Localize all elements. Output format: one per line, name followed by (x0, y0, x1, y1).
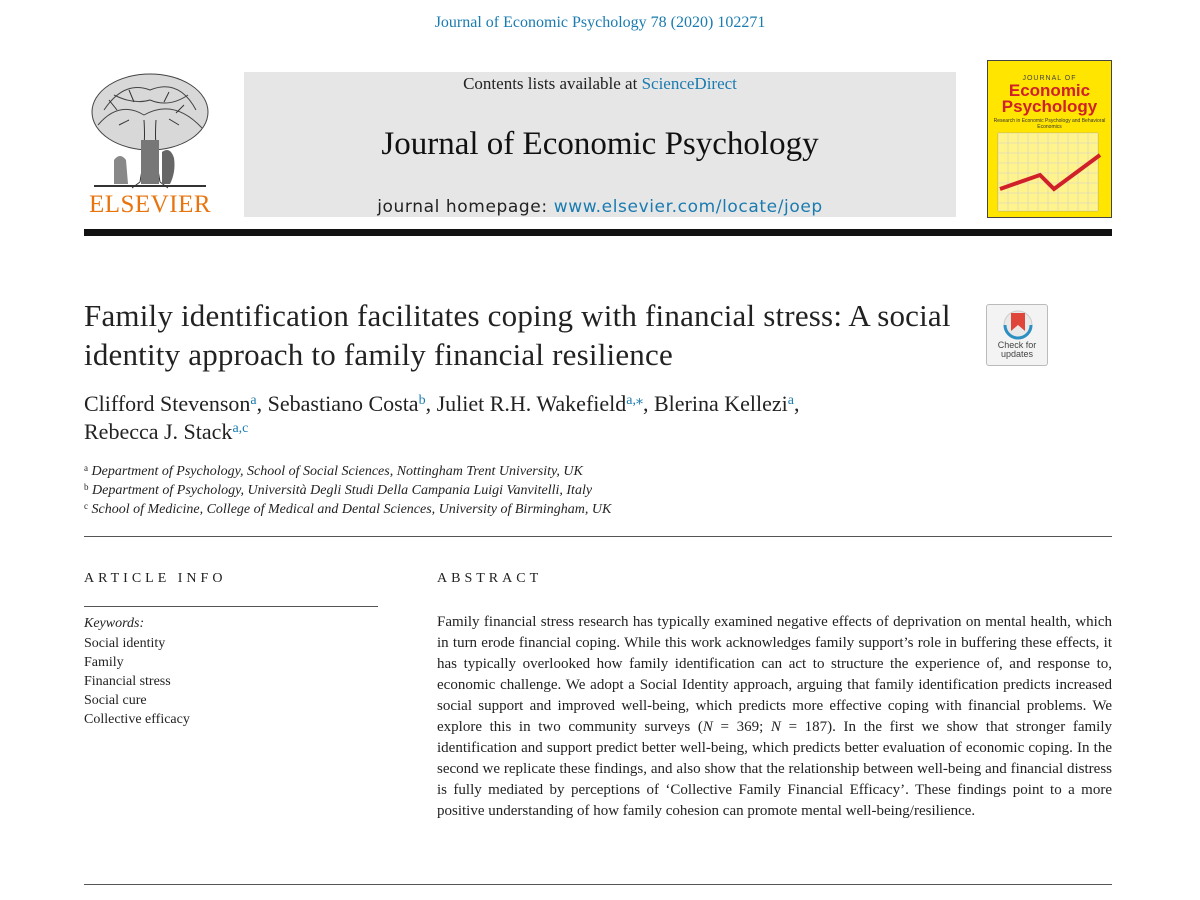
keyword-item[interactable]: Collective efficacy (84, 712, 190, 727)
keyword-item[interactable]: Financial stress (84, 674, 171, 689)
affiliation-item (84, 462, 984, 481)
journal-title: Journal of Economic Psychology (381, 126, 819, 162)
sciencedirect-link[interactable]: ScienceDirect (641, 74, 737, 93)
affiliation-text: Department of Psychology, School of Social Sciences, Nottingham Trent University, UK (91, 464, 583, 479)
article-info-heading: ARTICLE INFO (84, 571, 227, 586)
author-name: Sebastiano Costa (267, 391, 419, 416)
author-name: Juliet R.H. Wakefield (436, 391, 627, 416)
keywords-list (84, 634, 190, 729)
affiliation-mark: b (84, 482, 89, 492)
author-list (84, 390, 984, 446)
cover-title-line2: Psychology (1001, 97, 1098, 116)
author-affiliation-mark[interactable]: a (787, 393, 794, 408)
keywords-label: Keywords: (84, 616, 145, 631)
publisher-wordmark: ELSEVIER (88, 191, 212, 218)
abstract-body: Family financial stress research has typically examined negative effects of deprivation on mental health, which in turn erode financial coping. While this work acknowledges family support’s role in buffering these effects, it has typically overlooked how family identification can act to structure the experience of, and response to, economic challenge. We adopt a Social Identity approach, arguing that family identification predicts increased social support and improved well-being, which predicts more effective coping with financial problems. We explore this in two community surveys (N = 369; N = 187). In the first we show that stronger family identification and support predict better well-being, which predicts better evaluation of economic coping. In the second we replicate these findings, and also show that the relationship between well-being and financial distress is fully mediated by perceptions of ‘Collective Family Financial Efficacy’. These findings point to a more positive understanding of how family cohesion can promote mental well-being/resilience. (437, 614, 1112, 819)
author-separator: , (256, 391, 268, 416)
bottom-divider (84, 884, 1112, 885)
affiliation-mark: c (84, 501, 88, 511)
check-for-updates-label: Check for updates (997, 340, 1037, 359)
author-affiliation-mark[interactable]: a (250, 393, 257, 408)
author-affiliation-mark[interactable]: a,⁎ (626, 393, 643, 408)
journal-cover-image (987, 60, 1112, 218)
header-rule (84, 229, 1112, 236)
article-info-rule (84, 606, 378, 607)
affiliation-item (84, 481, 984, 500)
abstract-heading: ABSTRACT (437, 571, 543, 586)
affiliation-mark: a (84, 463, 88, 473)
affiliation-text: School of Medicine, College of Medical and Dental Sciences, University of Birmingham, UK (91, 502, 612, 517)
author-4[interactable] (654, 391, 794, 416)
affiliation-item (84, 500, 984, 519)
cover-graph-icon (988, 127, 1112, 218)
affiliation-text: Department of Psychology, Università Degli Studi Della Campania Luigi Vanvitelli, Italy (92, 483, 593, 498)
author-affiliation-mark[interactable]: b (418, 393, 426, 408)
journal-citation[interactable]: Journal of Economic Psychology 78 (2020) 102271 (434, 14, 766, 31)
cover-subtitle: Research in Economic Psychology and Behavioral Economics (993, 118, 1106, 130)
affiliation-list (84, 462, 984, 519)
homepage-prefix: journal homepage: (377, 197, 548, 217)
author-name: Blerina Kellezi (653, 391, 788, 416)
author-3[interactable] (437, 391, 643, 416)
author-affiliation-mark[interactable]: a,c (232, 421, 249, 436)
paper-title: Family identification facilitates coping with financial stress: A social identity approach to family financial resilience (84, 298, 951, 372)
author-separator: , (793, 391, 800, 416)
author-separator: , (642, 391, 654, 416)
author-1[interactable] (84, 391, 257, 416)
keyword-item[interactable]: Family (84, 655, 124, 670)
contents-prefix: Contents lists available at (463, 74, 638, 93)
check-for-updates-button[interactable] (986, 304, 1048, 366)
author-2[interactable] (268, 391, 426, 416)
author-name: Clifford Stevenson (84, 391, 251, 416)
cover-title-line1: Economic (1008, 81, 1091, 100)
author-separator: , (425, 391, 437, 416)
author-name: Rebecca J. Stack (84, 419, 233, 444)
author-5[interactable] (84, 419, 248, 444)
section-divider (84, 536, 1112, 537)
homepage-link[interactable]: www.elsevier.com/locate/joep (553, 197, 823, 217)
cover-top-text: JOURNAL OF (1022, 75, 1077, 82)
keyword-item[interactable]: Social cure (84, 693, 147, 708)
cover-title (988, 83, 1111, 115)
keyword-item[interactable]: Social identity (84, 636, 166, 651)
bookmark-ribbon-icon (987, 305, 1049, 341)
